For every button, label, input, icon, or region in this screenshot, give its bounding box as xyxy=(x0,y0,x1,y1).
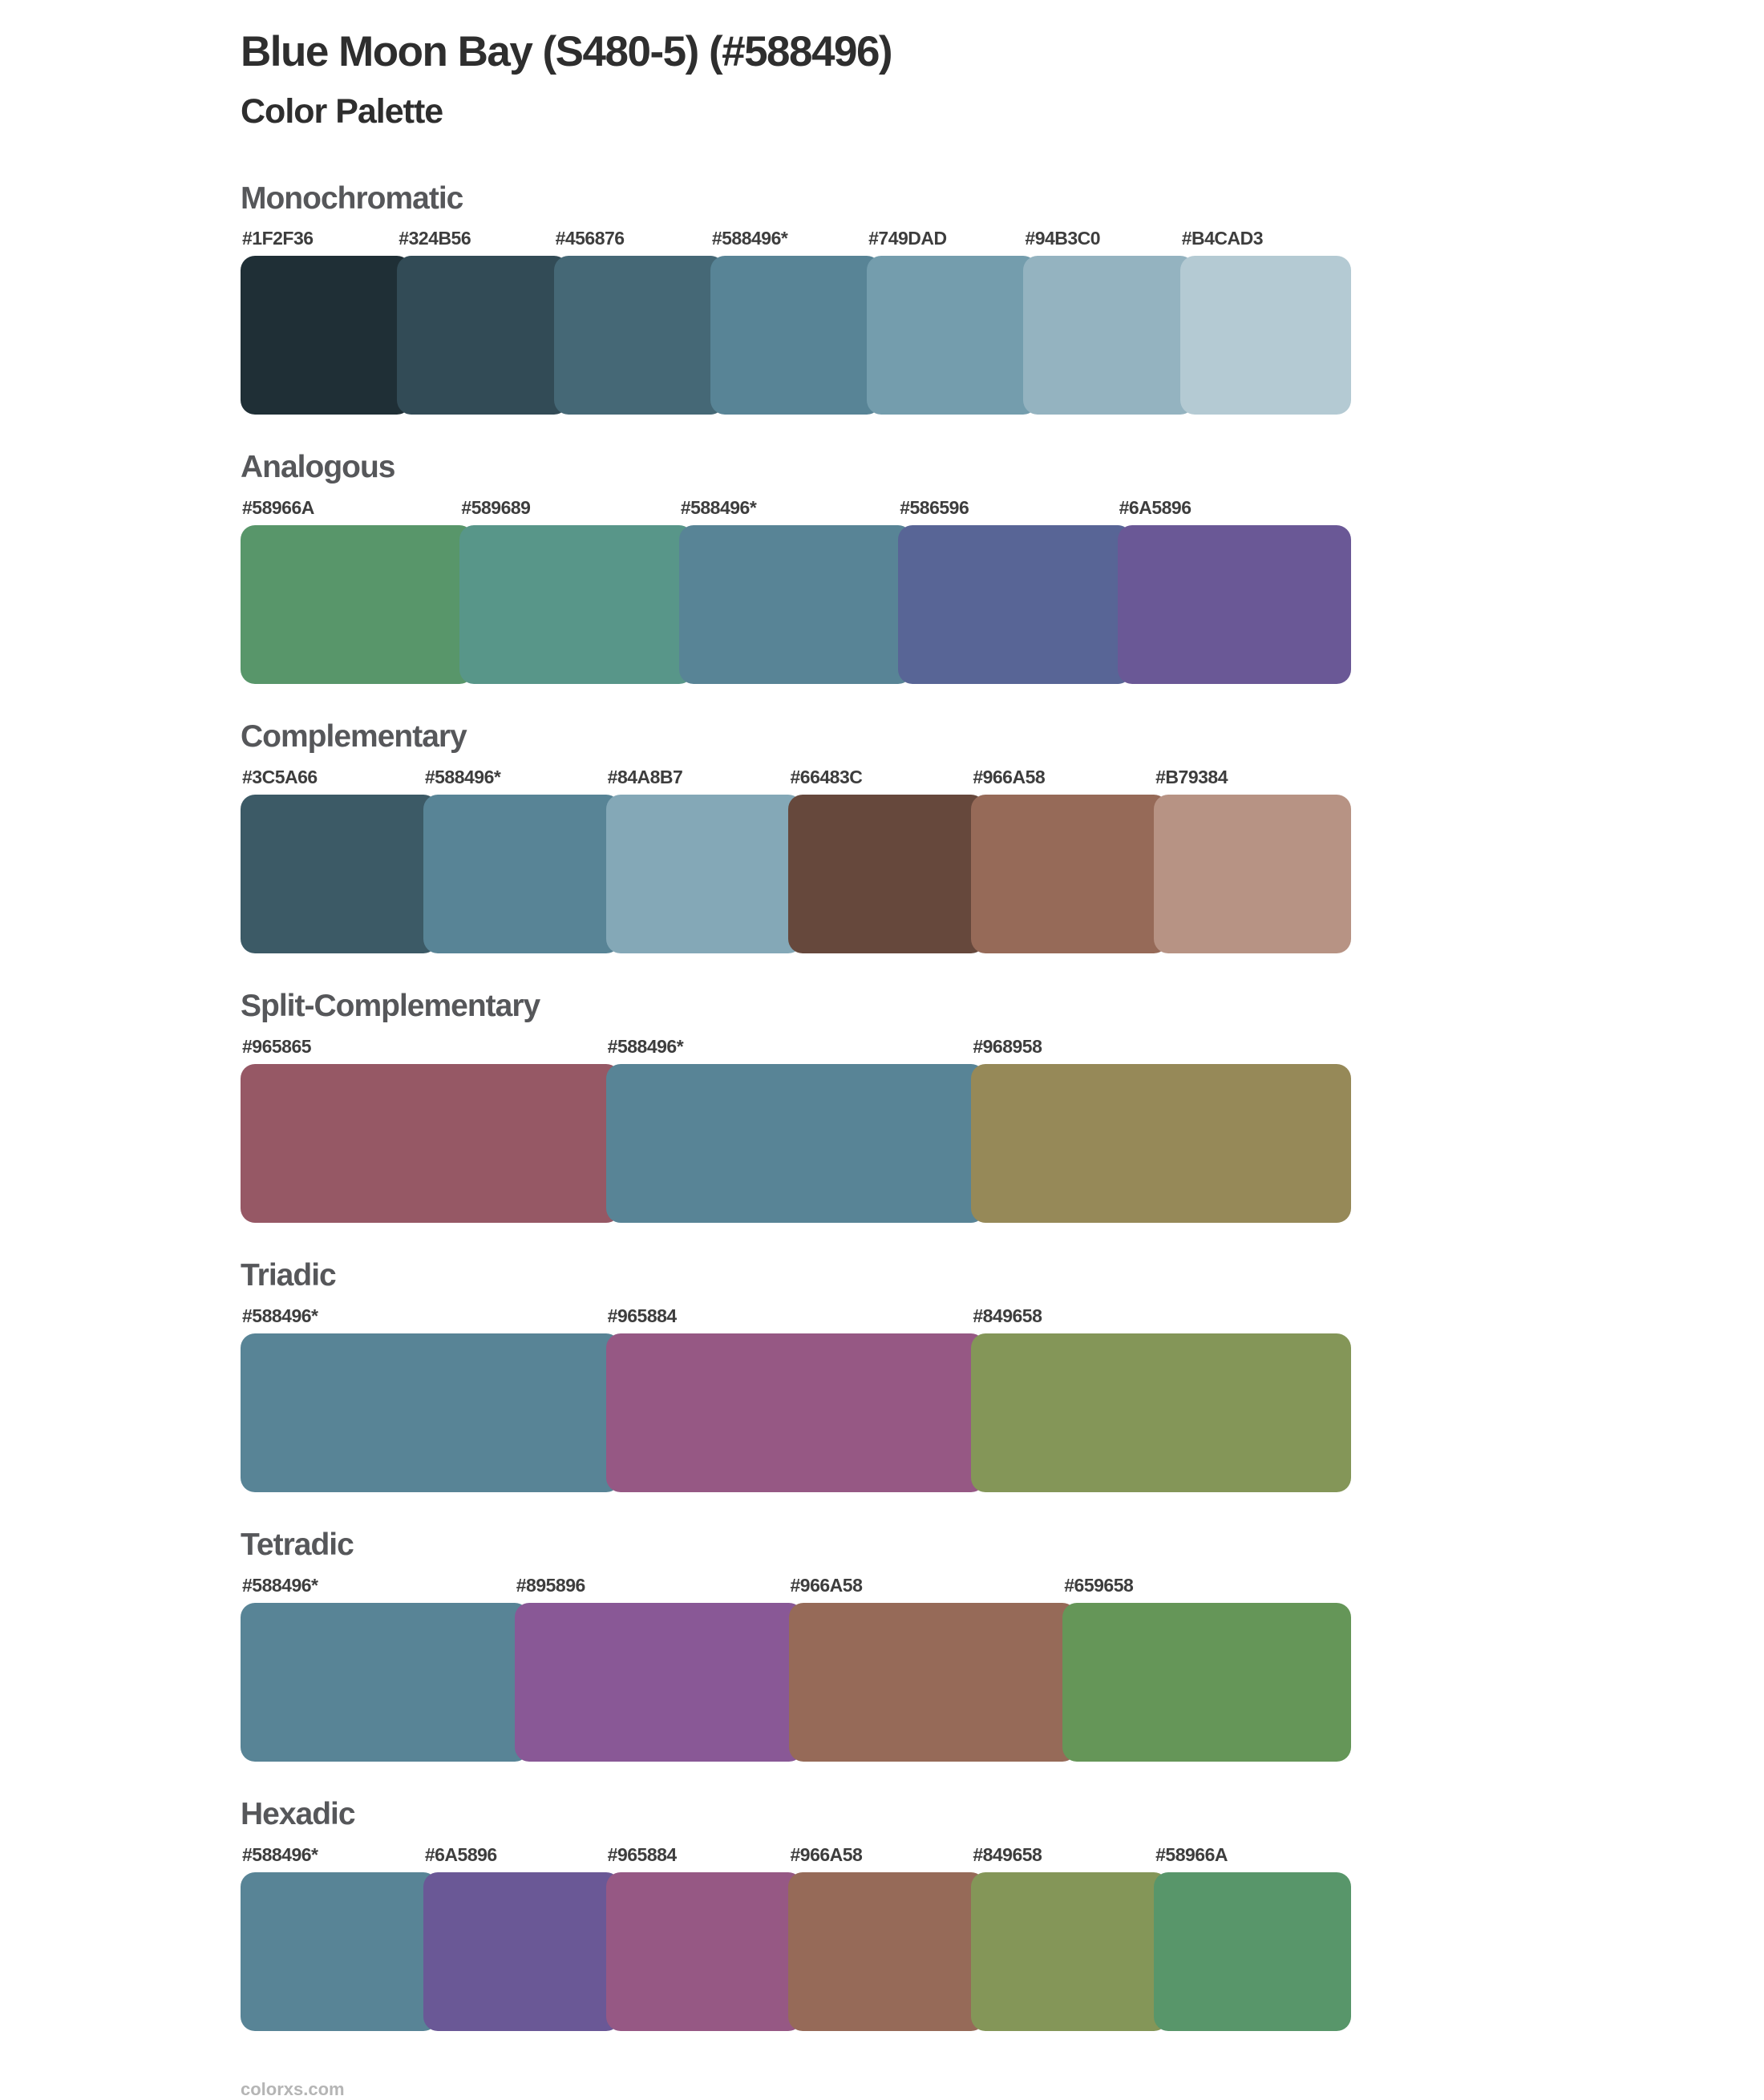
color-swatch[interactable] xyxy=(397,256,568,415)
swatch-row xyxy=(241,1333,1351,1492)
swatch-hex-label: #94B3C0 xyxy=(1025,228,1101,249)
swatch-hex-label: #588496* xyxy=(711,228,788,249)
palette-sections xyxy=(241,181,1764,2031)
swatch-hex-label: #965884 xyxy=(607,1843,677,1865)
color-swatch[interactable] xyxy=(241,1872,438,2031)
section-heading: Split-Complementary xyxy=(241,989,540,1024)
color-swatch[interactable] xyxy=(241,525,474,684)
color-swatch[interactable] xyxy=(606,1872,803,2031)
swatch-hex-label: #749DAD xyxy=(868,228,947,249)
swatch-hex-label: #586596 xyxy=(900,497,969,519)
color-swatch[interactable] xyxy=(789,1603,1078,1762)
color-swatch[interactable] xyxy=(1062,1603,1351,1762)
color-swatch[interactable] xyxy=(1180,256,1351,415)
palette-section xyxy=(241,1797,1351,2031)
swatch-hex-label: #324B56 xyxy=(399,228,471,249)
swatch-row xyxy=(241,1872,1351,2031)
swatch-labels-row xyxy=(241,1844,1351,1866)
color-swatch[interactable] xyxy=(1023,256,1194,415)
swatch-hex-label: #588496* xyxy=(680,497,757,519)
swatch-hex-label: #84A8B7 xyxy=(607,767,683,788)
palette-section xyxy=(241,989,1351,1223)
color-swatch[interactable] xyxy=(788,1872,985,2031)
color-swatch[interactable] xyxy=(606,1064,986,1223)
color-swatch[interactable] xyxy=(241,1603,529,1762)
swatch-hex-label: #966A58 xyxy=(973,767,1046,788)
color-swatch[interactable] xyxy=(971,1333,1351,1492)
swatch-hex-label: #588496* xyxy=(242,1574,318,1596)
color-swatch[interactable] xyxy=(971,1064,1351,1223)
color-swatch[interactable] xyxy=(241,1333,621,1492)
swatch-labels-row xyxy=(241,767,1351,788)
swatch-hex-label: #B4CAD3 xyxy=(1181,228,1264,249)
section-heading: Tetradic xyxy=(241,1527,354,1562)
swatch-labels-row xyxy=(241,497,1351,519)
swatch-hex-label: #66483C xyxy=(790,767,863,788)
section-heading: Analogous xyxy=(241,450,395,485)
palette-section xyxy=(241,450,1351,684)
page-subtitle: Color Palette xyxy=(241,92,443,132)
swatch-hex-label: #965865 xyxy=(242,1035,312,1057)
color-swatch[interactable] xyxy=(459,525,693,684)
footer-link[interactable]: colorxs.com xyxy=(241,2078,345,2099)
color-swatch[interactable] xyxy=(241,795,438,953)
color-swatch[interactable] xyxy=(241,256,411,415)
swatch-labels-row xyxy=(241,228,1351,249)
swatch-hex-label: #588496* xyxy=(607,1035,684,1057)
palette-section xyxy=(241,1527,1351,1762)
color-swatch[interactable] xyxy=(971,1872,1168,2031)
swatch-hex-label: #965884 xyxy=(607,1305,677,1326)
swatch-hex-label: #456876 xyxy=(555,228,625,249)
page-title: Blue Moon Bay (S480-5) (#588496) xyxy=(241,28,892,75)
swatch-hex-label: #1F2F36 xyxy=(242,228,314,249)
swatch-row xyxy=(241,795,1351,953)
swatch-hex-label: #895896 xyxy=(516,1574,585,1596)
swatch-row xyxy=(241,1064,1351,1223)
color-swatch[interactable] xyxy=(515,1603,803,1762)
swatch-hex-label: #58966A xyxy=(1155,1843,1228,1865)
color-swatch[interactable] xyxy=(898,525,1131,684)
swatch-labels-row xyxy=(241,1575,1351,1596)
color-swatch[interactable] xyxy=(788,795,985,953)
color-swatch[interactable] xyxy=(423,1872,621,2031)
swatch-hex-label: #589689 xyxy=(461,497,531,519)
color-swatch[interactable] xyxy=(606,795,803,953)
color-swatch[interactable] xyxy=(1118,525,1351,684)
swatch-hex-label: #849658 xyxy=(973,1843,1042,1865)
color-swatch[interactable] xyxy=(867,256,1038,415)
swatch-hex-label: #58966A xyxy=(242,497,314,519)
swatch-labels-row xyxy=(241,1305,1351,1327)
color-swatch[interactable] xyxy=(241,1064,621,1223)
swatch-hex-label: #588496* xyxy=(242,1305,318,1326)
section-heading: Monochromatic xyxy=(241,180,463,216)
swatch-labels-row xyxy=(241,1036,1351,1058)
swatch-row xyxy=(241,1603,1351,1762)
swatch-hex-label: #659658 xyxy=(1064,1574,1134,1596)
color-swatch[interactable] xyxy=(679,525,912,684)
swatch-row xyxy=(241,525,1351,684)
section-heading: Hexadic xyxy=(241,1796,355,1831)
swatch-row xyxy=(241,256,1351,415)
color-swatch[interactable] xyxy=(1154,795,1351,953)
swatch-hex-label: #6A5896 xyxy=(424,1843,497,1865)
color-swatch[interactable] xyxy=(423,795,621,953)
swatch-hex-label: #3C5A66 xyxy=(242,767,318,788)
color-swatch[interactable] xyxy=(971,795,1168,953)
palette-section xyxy=(241,719,1351,953)
swatch-hex-label: #588496* xyxy=(424,767,501,788)
swatch-hex-label: #966A58 xyxy=(790,1574,863,1596)
swatch-hex-label: #6A5896 xyxy=(1119,497,1192,519)
palette-section xyxy=(241,1258,1351,1492)
swatch-hex-label: #968958 xyxy=(973,1035,1042,1057)
swatch-hex-label: #588496* xyxy=(242,1843,318,1865)
color-swatch[interactable] xyxy=(1154,1872,1351,2031)
swatch-hex-label: #849658 xyxy=(973,1305,1042,1326)
section-heading: Complementary xyxy=(241,719,467,755)
palette-section xyxy=(241,181,1351,415)
color-swatch[interactable] xyxy=(606,1333,986,1492)
swatch-hex-label: #B79384 xyxy=(1155,767,1228,788)
section-heading: Triadic xyxy=(241,1257,336,1293)
color-swatch[interactable] xyxy=(710,256,881,415)
swatch-hex-label: #966A58 xyxy=(790,1843,863,1865)
color-swatch[interactable] xyxy=(554,256,725,415)
